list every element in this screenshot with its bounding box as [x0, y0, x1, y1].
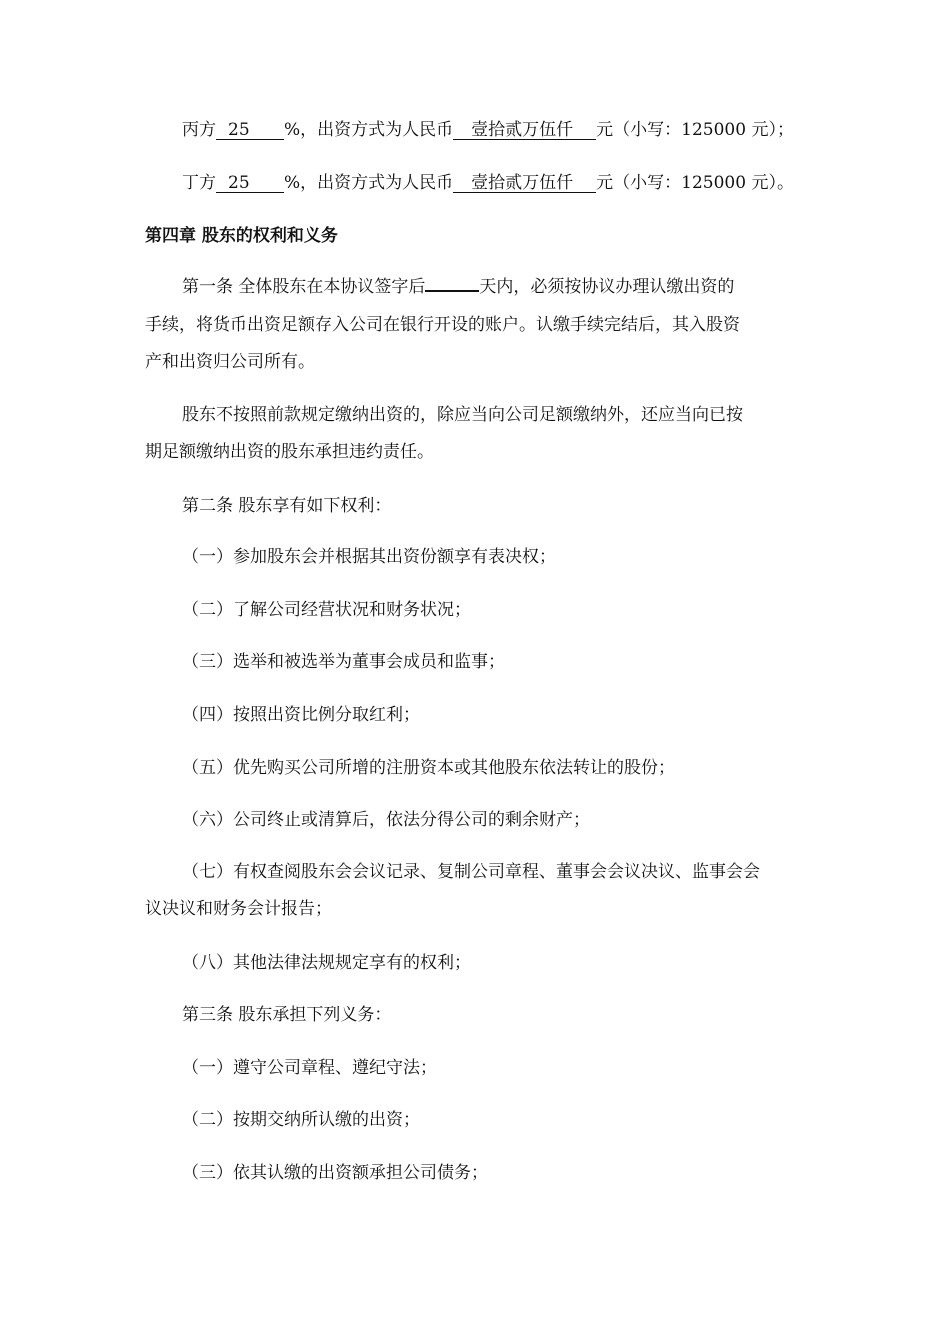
- percent-field: 25: [216, 174, 284, 193]
- amount-cn-field: 壹拾贰万伍仟: [453, 174, 596, 193]
- chapter-heading: 第四章 股东的权利和义务: [145, 226, 338, 246]
- right-item-7-line1: （七）有权查阅股东会会议记录、复制公司章程、董事会会议决议、监事会会: [182, 862, 760, 882]
- amount-tail: 元（小写：125000 元）；: [596, 120, 794, 140]
- right-item-8: （八）其他法律法规规定享有的权利；: [182, 953, 471, 973]
- shareholder-line-bing: [182, 119, 854, 141]
- amount-tail: 元（小写：125000 元）。: [596, 173, 794, 193]
- right-item-4: （四）按照出资比例分取红利；: [182, 705, 420, 725]
- days-blank: [425, 290, 479, 292]
- duty-item-3: （三）依其认缴的出资额承担公司债务；: [182, 1163, 488, 1183]
- right-item-6: （六）公司终止或清算后，依法分得公司的剩余财产；: [182, 810, 590, 830]
- duty-item-2: （二）按期交纳所认缴的出资；: [182, 1110, 420, 1130]
- penalty-line1: 股东不按照前款规定缴纳出资的，除应当向公司足额缴纳外，还应当向已按: [182, 405, 743, 425]
- amount-cn-field: 壹拾贰万伍仟: [453, 121, 596, 140]
- right-item-5: （五）优先购买公司所增的注册资本或其他股东依法转让的股份；: [182, 758, 675, 778]
- contribution-method: %，出资方式为人民币: [284, 173, 454, 193]
- percent-field: 25: [216, 121, 284, 140]
- right-item-2: （二）了解公司经营状况和财务状况；: [182, 600, 471, 620]
- shareholder-line-ding: [182, 172, 854, 194]
- article1-text-b: 天内，必须按协议办理认缴出资的: [479, 277, 735, 297]
- right-item-3: （三）选举和被选举为董事会成员和监事；: [182, 652, 505, 672]
- duty-item-1: （一）遵守公司章程、遵纪守法；: [182, 1058, 437, 1078]
- contribution-method: %，出资方式为人民币: [284, 120, 454, 140]
- article1-line2: 手续，将货币出资足额存入公司在银行开设的账户。认缴手续完结后，其入股资: [145, 315, 740, 335]
- article3-title: 第三条 股东承担下列义务：: [182, 1005, 392, 1025]
- shareholder-name: 丙方: [182, 120, 216, 140]
- right-item-1: （一）参加股东会并根据其出资份额享有表决权；: [182, 547, 556, 567]
- article1-line1: [182, 276, 854, 298]
- article1-line3: 产和出资归公司所有。: [145, 352, 315, 372]
- article1-text-a: 第一条 全体股东在本协议签字后: [182, 277, 426, 297]
- penalty-line2: 期足额缴纳出资的股东承担违约责任。: [145, 442, 434, 462]
- shareholder-name: 丁方: [182, 173, 216, 193]
- right-item-7-line2: 议决议和财务会计报告；: [145, 899, 332, 919]
- article2-title: 第二条 股东享有如下权利：: [182, 496, 392, 516]
